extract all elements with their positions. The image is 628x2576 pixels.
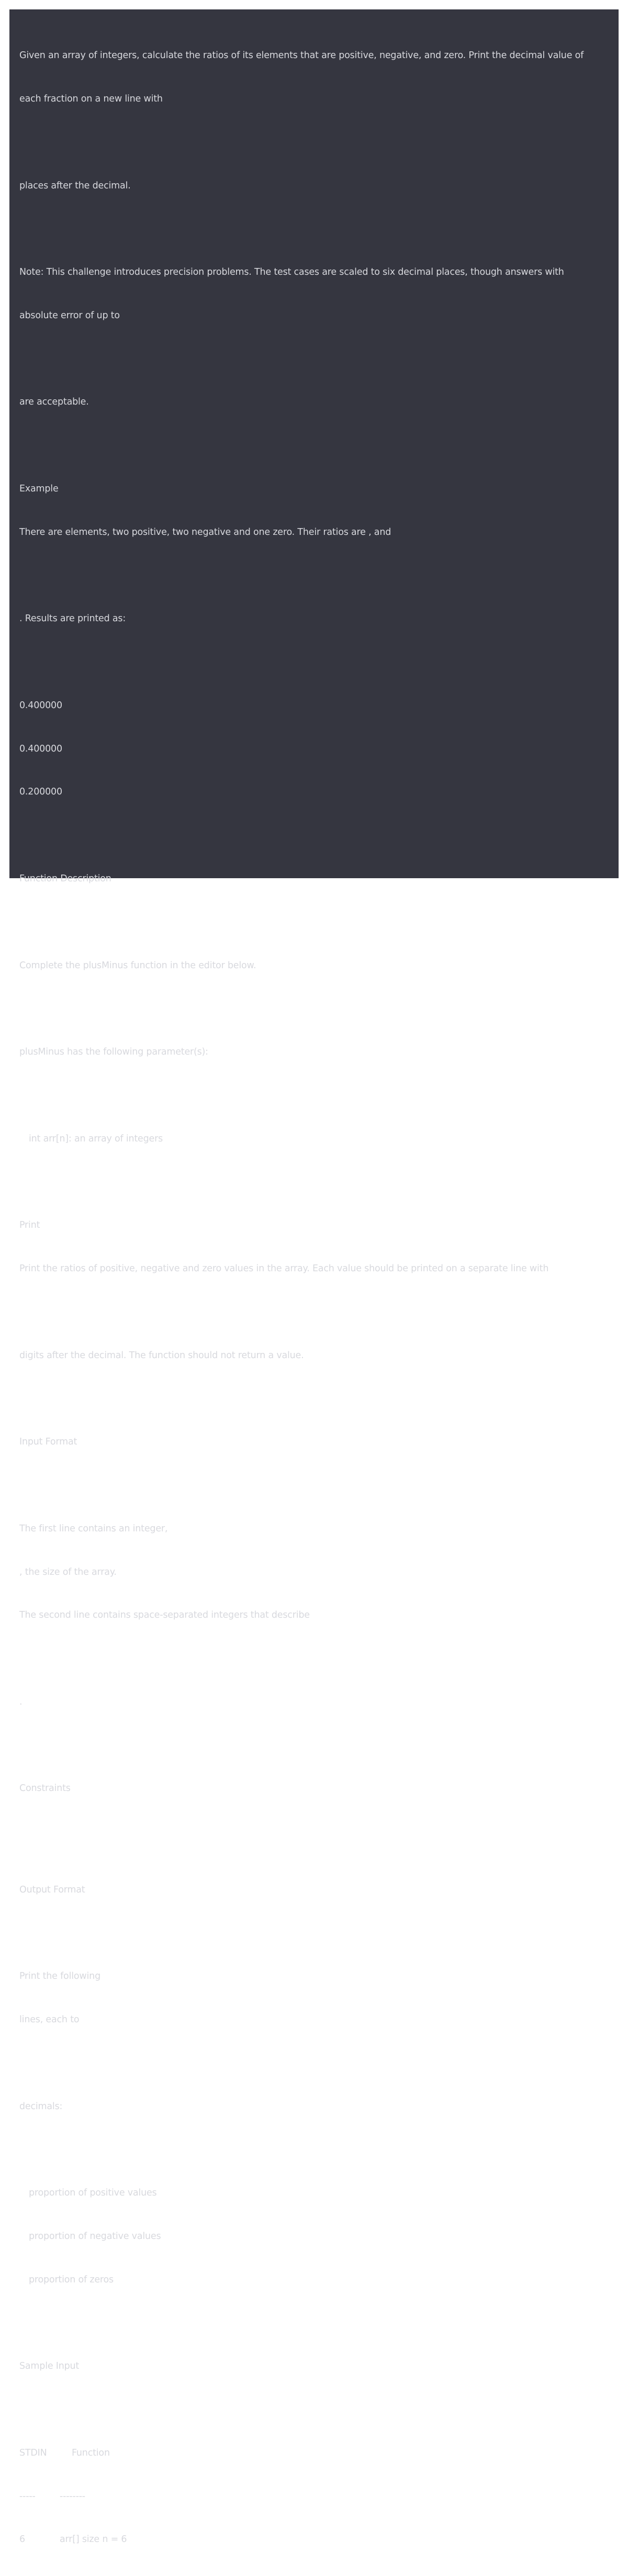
output-line-1: Print the following — [19, 1971, 100, 1982]
sample-cell-function: arr[] size n = 6 — [60, 2534, 127, 2545]
sample-cell-stdin: 6 — [19, 2534, 25, 2545]
input-format-heading: Input Format — [19, 1437, 77, 1448]
sample-divider-function: -------- — [60, 2491, 85, 2502]
sample-divider-stdin: ----- — [19, 2491, 36, 2502]
print-heading: Print — [19, 1220, 40, 1231]
note-line-3: are acceptable. — [19, 397, 89, 408]
example-heading: Example — [19, 484, 59, 494]
example-line-1: There are elements, two positive, two negative and one zero. Their ratios are , and — [19, 527, 391, 537]
example-output: 0.400000 — [19, 743, 62, 754]
constraints-heading: Constraints — [19, 1783, 71, 1794]
intro-line-1: Given an array of integers, calculate the ratios of its elements that are positive, negative, and zero. Print the decimal value of — [19, 50, 584, 61]
input-line-4: . — [19, 1696, 23, 1707]
output-item: proportion of zeros — [29, 2274, 114, 2285]
print-line-1: Print the ratios of positive, negative and zero values in the array. Each value should be printed on a separate line with — [19, 1263, 549, 1274]
note-line-2: absolute error of up to — [19, 310, 120, 321]
function-description-line-2: plusMinus has the following parameter(s): — [19, 1047, 208, 1058]
sample-table-divider — [19, 2490, 609, 2504]
problem-text — [19, 20, 609, 2576]
intro-line-2: each fraction on a new line with — [19, 93, 163, 104]
input-line-1: The first line contains an integer, — [19, 1523, 168, 1534]
function-parameter: int arr[n]: an array of integers — [29, 1133, 163, 1144]
sample-input-heading: Sample Input — [19, 2361, 80, 2372]
sample-header-function: Function — [72, 2447, 110, 2458]
sample-table-row — [19, 2533, 609, 2547]
note-line-1: Note: This challenge introduces precision problems. The test cases are scaled to six decimal places, though answers with — [19, 267, 564, 278]
example-line-2: . Results are printed as: — [19, 613, 126, 624]
example-output: 0.400000 — [19, 700, 62, 711]
output-line-2: lines, each to — [19, 2014, 80, 2025]
example-output: 0.200000 — [19, 787, 62, 798]
input-line-3: The second line contains space-separated integers that describe — [19, 1610, 310, 1621]
output-item: proportion of positive values — [29, 2188, 157, 2199]
input-line-2: , the size of the array. — [19, 1566, 117, 1577]
sample-header-stdin: STDIN — [19, 2447, 47, 2458]
sample-table-header — [19, 2446, 609, 2461]
problem-description-panel — [9, 9, 619, 2545]
output-line-3: decimals: — [19, 2101, 63, 2112]
print-line-2: digits after the decimal. The function should not return a value. — [19, 1350, 304, 1361]
function-description-line-1: Complete the plusMinus function in the editor below. — [19, 960, 256, 971]
function-description-heading: Function Description — [19, 873, 111, 884]
output-item: proportion of negative values — [29, 2231, 161, 2242]
output-format-heading: Output Format — [19, 1884, 85, 1895]
intro-line-3: places after the decimal. — [19, 180, 131, 191]
